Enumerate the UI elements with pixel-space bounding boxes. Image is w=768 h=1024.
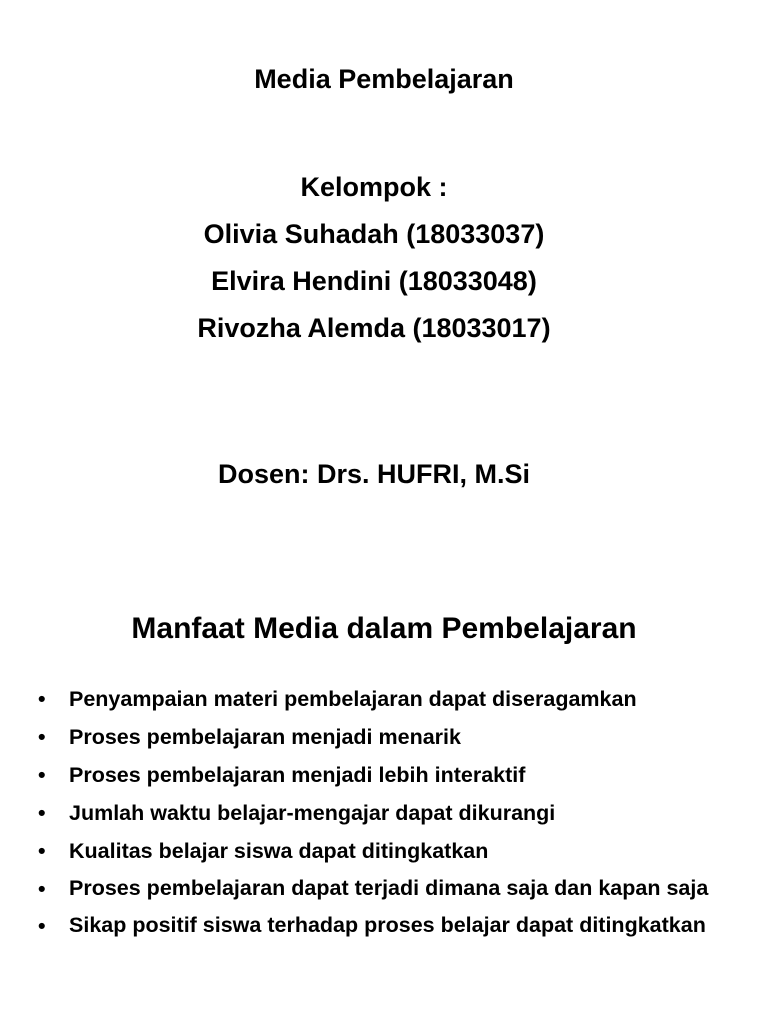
member-name: Olivia Suhadah (18033037) — [203, 219, 545, 249]
bullet-icon: • — [38, 801, 46, 825]
list-item-text: Proses pembelajaran menjadi menarik — [69, 725, 461, 749]
list-item — [38, 872, 738, 905]
member-name: Rivozha Alemda (18033017) — [197, 313, 551, 343]
group-members-block — [0, 168, 748, 356]
list-item-text: Sikap positif siswa terhadap proses belajar dapat ditingkatkan — [69, 913, 706, 937]
lecturer-name: Dosen: Drs. HUFRI, M.Si — [217, 459, 531, 489]
list-item-text: Proses pembelajaran menjadi lebih interaktif — [69, 763, 526, 787]
list-item-text: Penyampaian materi pembelajaran dapat diseragamkan — [69, 687, 637, 711]
slide-2 — [0, 600, 768, 1024]
list-item-text: Jumlah waktu belajar-mengajar dapat dikurangi — [69, 801, 556, 825]
list-item — [38, 834, 738, 868]
bullet-icon: • — [38, 687, 46, 711]
member-name: Elvira Hendini (18033048) — [211, 266, 537, 296]
list-item — [38, 796, 738, 830]
list-item-text: Proses pembelajaran dapat terjadi dimana saja dan kapan saja — [69, 876, 709, 900]
bullet-icon: • — [38, 763, 46, 787]
group-label: Kelompok : — [300, 172, 448, 202]
slide-title: Media Pembelajaran — [254, 64, 514, 94]
list-item-text: Kualitas belajar siswa dapat ditingkatkan — [69, 839, 489, 863]
bullet-icon: • — [38, 914, 46, 938]
list-item — [38, 758, 738, 792]
bullet-icon: • — [38, 877, 46, 901]
list-item — [38, 682, 738, 716]
slide-title: Manfaat Media dalam Pembelajaran — [131, 612, 637, 645]
benefits-list — [38, 682, 738, 946]
bullet-icon: • — [38, 839, 46, 863]
bullet-icon: • — [38, 725, 46, 749]
list-item — [38, 720, 738, 754]
list-item — [38, 909, 738, 942]
